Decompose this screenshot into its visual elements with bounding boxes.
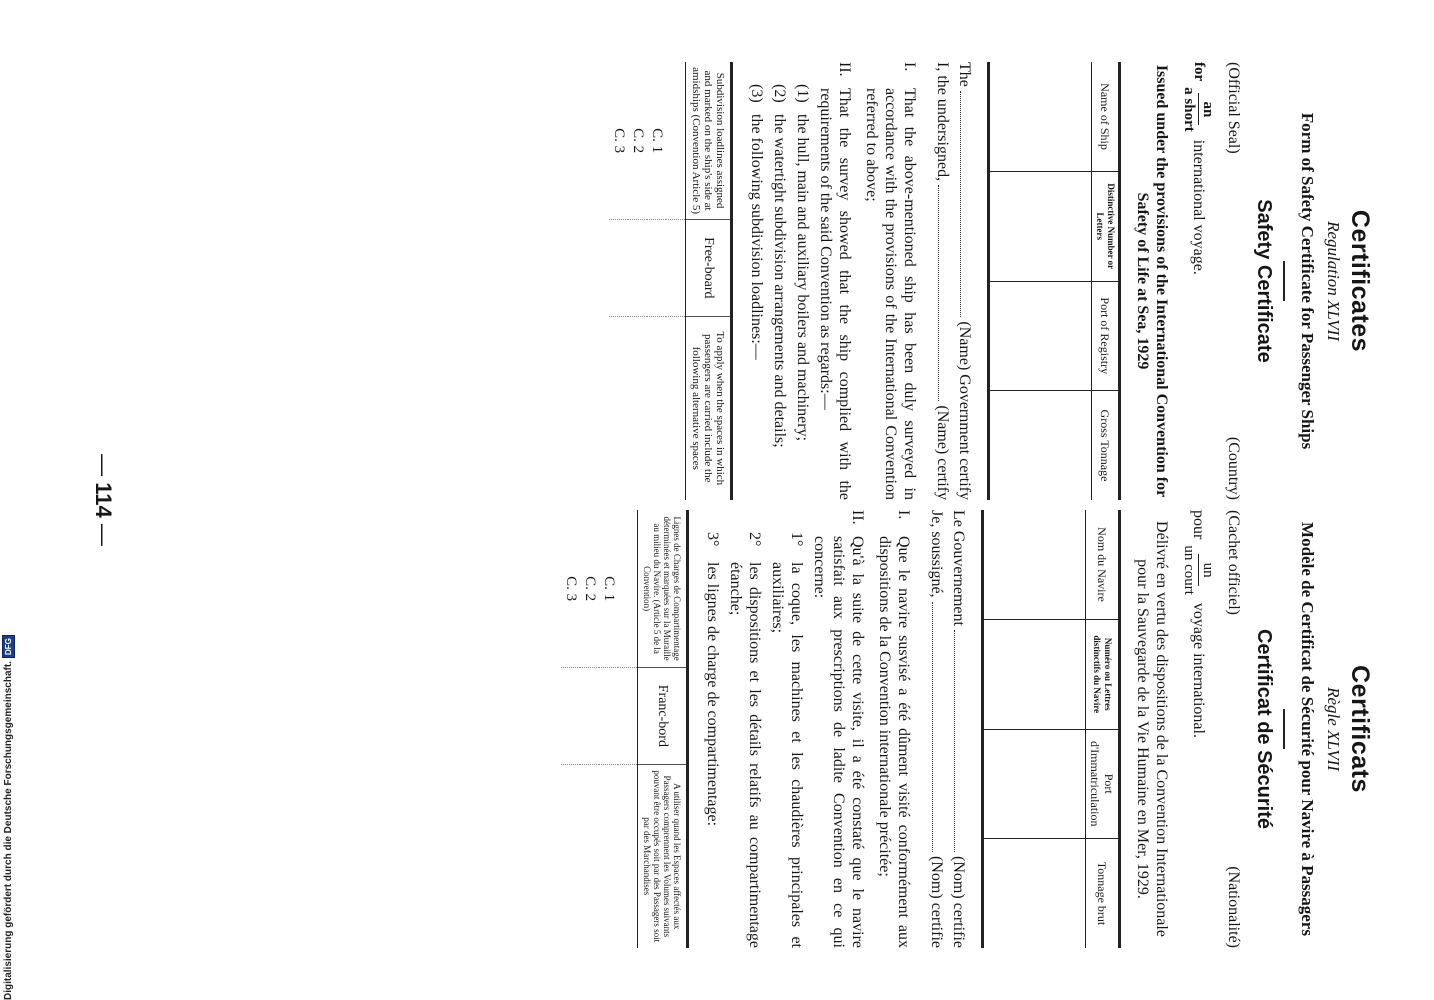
loadline-header: A utiliser quand les Espaces affectés aux Passagers comprennent les Volumes suivants pouvant être occupés soit par des Passagers soit par des Marchandises [638,764,688,948]
certify-line [927,510,945,948]
item-text: Que le navire susvisé a été dûment visité conformément aux dispositions de la Convention internationale précitée; [876,536,912,948]
french-column [228,510,1378,948]
voyage-choice [1181,87,1216,132]
ship-header: Distinctive Number or Letters [1092,172,1120,282]
sub-item [793,62,812,500]
item-1 [875,510,913,948]
certify-line [933,62,951,500]
issued-text: Issued under the provisions of the International Convention for Safety of Life at Sea, 1929 [1134,64,1170,498]
freeboard-cell[interactable] [580,668,599,764]
item-2 [816,62,854,500]
voyage-line [1181,510,1216,948]
spaces-cell[interactable] [580,764,599,948]
voyage-short: a short [1181,87,1197,132]
ship-cell[interactable] [989,281,1092,391]
divider [1283,261,1285,301]
loadline-label: C. 1 [649,128,665,154]
sub-number: (1) [794,84,811,103]
sub-text: la coque, les machines et les chaudières principales et auxiliaires; [769,562,805,948]
sub-text: the following subdivision loadlines:— [748,114,765,360]
ship-cell[interactable] [983,620,1086,730]
ship-cell[interactable] [983,510,1086,620]
regulation: Regulation XLVII [1324,221,1343,341]
ship-header: Gross Tonnage [1092,391,1120,501]
loadline-label: C. 3 [563,576,579,602]
sub-text: les lignes de charge de compartimentage: [704,562,721,827]
loadline-header: Free-board [686,220,732,316]
loadline-table [561,510,689,948]
item-text: Qu'à la suite de cette visite, il a été constaté que le navire satisfait aux prescriptions de ladite Convention en ce qui concerne: [811,536,866,948]
voyage-an: un [1200,562,1216,578]
divider [1283,709,1285,749]
regulation: Règle XLVII [1324,687,1343,771]
ship-cell[interactable] [989,62,1092,172]
loadline-header: Franc-bord [638,668,688,764]
certify-tail: (Name) certify [934,405,951,500]
for-label: for [1191,62,1207,82]
freeboard-cell[interactable] [561,668,580,764]
item-text: That the above-mentioned ship has been duly surveyed in accordance with the provisions of the International Convention referred to above; [863,88,918,500]
official-seal: (Official Seal) [1225,62,1242,154]
official-seal: (Cachet officiel) [1225,510,1242,615]
sub-number: 3° [704,532,721,547]
certificate-title: Safety Certificate [1253,199,1275,363]
page-number-value: 114 [91,482,116,518]
sub-number: (2) [771,84,788,103]
voyage-rest: international voyage. [1190,139,1208,275]
for-label: pour [1190,510,1208,540]
name-blank[interactable] [932,602,945,852]
sub-number: 2° [746,532,763,547]
country: (Nationalité) [1225,866,1242,948]
freeboard-cell[interactable] [647,220,666,316]
sub-number: (3) [748,84,765,103]
loadline-table [609,62,733,500]
sub-number: 1° [788,532,805,547]
ship-header: Numéro ou Lettres distinctifs du Navire [1086,620,1120,730]
loadline-label: C. 2 [630,128,646,154]
page-number: — 114 — [91,454,116,546]
freeboard-cell[interactable] [599,668,618,764]
ship-header: Tonnage brut [1086,839,1120,949]
loadline-label: C. 1 [601,576,617,602]
ship-table [981,510,1121,948]
sub-item [770,62,789,500]
sub-item [747,62,766,500]
footer-text: Digitalisierung gefördert durch die Deutsche Forschungsgemeinschaft. [3,661,14,1000]
ship-header: Nom du Navire [1086,510,1120,620]
sub-text: the hull, main and auxiliary boilers and machinery; [794,114,811,442]
loadline-header: Lignes de Charges de Compartimentage déterminées et marquées sur la Muraille au milieu du Navire. (Article 5 de la Convention) [638,510,688,668]
voyage-an: an [1200,101,1216,118]
sub-text: the watertight subdivision arrangements and details; [771,114,788,448]
voyage-choice [1181,545,1216,595]
voyage-line [1181,62,1216,500]
certify-lead: Je, soussigné, [928,510,945,598]
ship-cell[interactable] [983,839,1086,949]
spaces-cell[interactable] [647,316,666,500]
form-title: Form of Safety Certificate for Passenger Ships [1298,112,1317,450]
certify-lead: The [956,62,973,87]
certify-tail: (Name) Government certify [956,321,973,500]
ship-header: Port of Registry [1092,281,1120,391]
item-number: II. [849,510,866,525]
footer [2,635,15,1000]
heading: Certificates [1346,209,1374,353]
ship-header: Name of Ship [1092,62,1120,172]
item-number: I. [901,62,918,72]
name-blank[interactable] [954,630,967,852]
name-blank[interactable] [960,91,973,318]
loadline-label: C. 2 [582,576,598,602]
certify-line [955,62,973,500]
form-title: Modèle de Certificat de Sécurité pour Navire à Passagers [1298,522,1317,936]
seal-country-row [1224,510,1242,948]
voyage-short: un court [1181,545,1197,595]
loadline-label: C. 3 [611,128,627,154]
seal-country-row [1224,62,1242,500]
ship-header: Port d'Immatriculation [1086,729,1120,839]
dfg-logo: DFG [2,635,15,658]
certify-tail: (Nom) certifie [928,856,945,948]
spaces-cell[interactable] [609,316,628,500]
name-blank[interactable] [938,185,951,401]
certify-line [949,510,967,948]
loadline-header: Subdivision loadlines assigned and marked on the ship's side at amidships (Convention Article 5) [686,62,732,220]
certify-lead: Le Gouvernement [950,510,967,626]
spaces-cell[interactable] [628,316,647,500]
item-number: I. [895,510,912,520]
item-number: II. [836,62,853,77]
sub-item [703,510,722,948]
ship-table [987,62,1121,500]
voyage-rest: voyage international. [1190,602,1208,738]
spaces-cell[interactable] [561,764,580,948]
certificate-title: Certificat de Sécurité [1253,628,1275,830]
english-column [228,62,1378,500]
freeboard-cell[interactable] [609,220,628,316]
heading: Certificats [1346,665,1374,793]
sub-item [768,510,806,948]
country: (Country) [1225,436,1242,500]
item-1 [862,62,919,500]
item-text: That the survey showed that the ship complied with the requirements of the said Convention as regards:— [817,88,853,500]
ship-cell[interactable] [989,391,1092,501]
loadline-header: To apply when the spaces in which passengers are carried include the following alternative spaces [686,316,732,500]
issued-text: Délivré en vertu des dispositions de la Convention Internationale pour la Sauvegarde de la Vie Humaine en Mer, 1929. [1134,521,1170,937]
ship-cell[interactable] [983,729,1086,839]
freeboard-cell[interactable] [628,220,647,316]
certify-tail: (Nom) certifie [950,856,967,948]
spaces-cell[interactable] [599,764,618,948]
sub-item [726,510,764,948]
item-2 [810,510,867,948]
ship-cell[interactable] [989,172,1092,282]
sub-text: les dispositions et les détails relatifs au compartimentage étanche; [727,562,763,948]
certify-lead: I, the undersigned, [934,62,951,182]
